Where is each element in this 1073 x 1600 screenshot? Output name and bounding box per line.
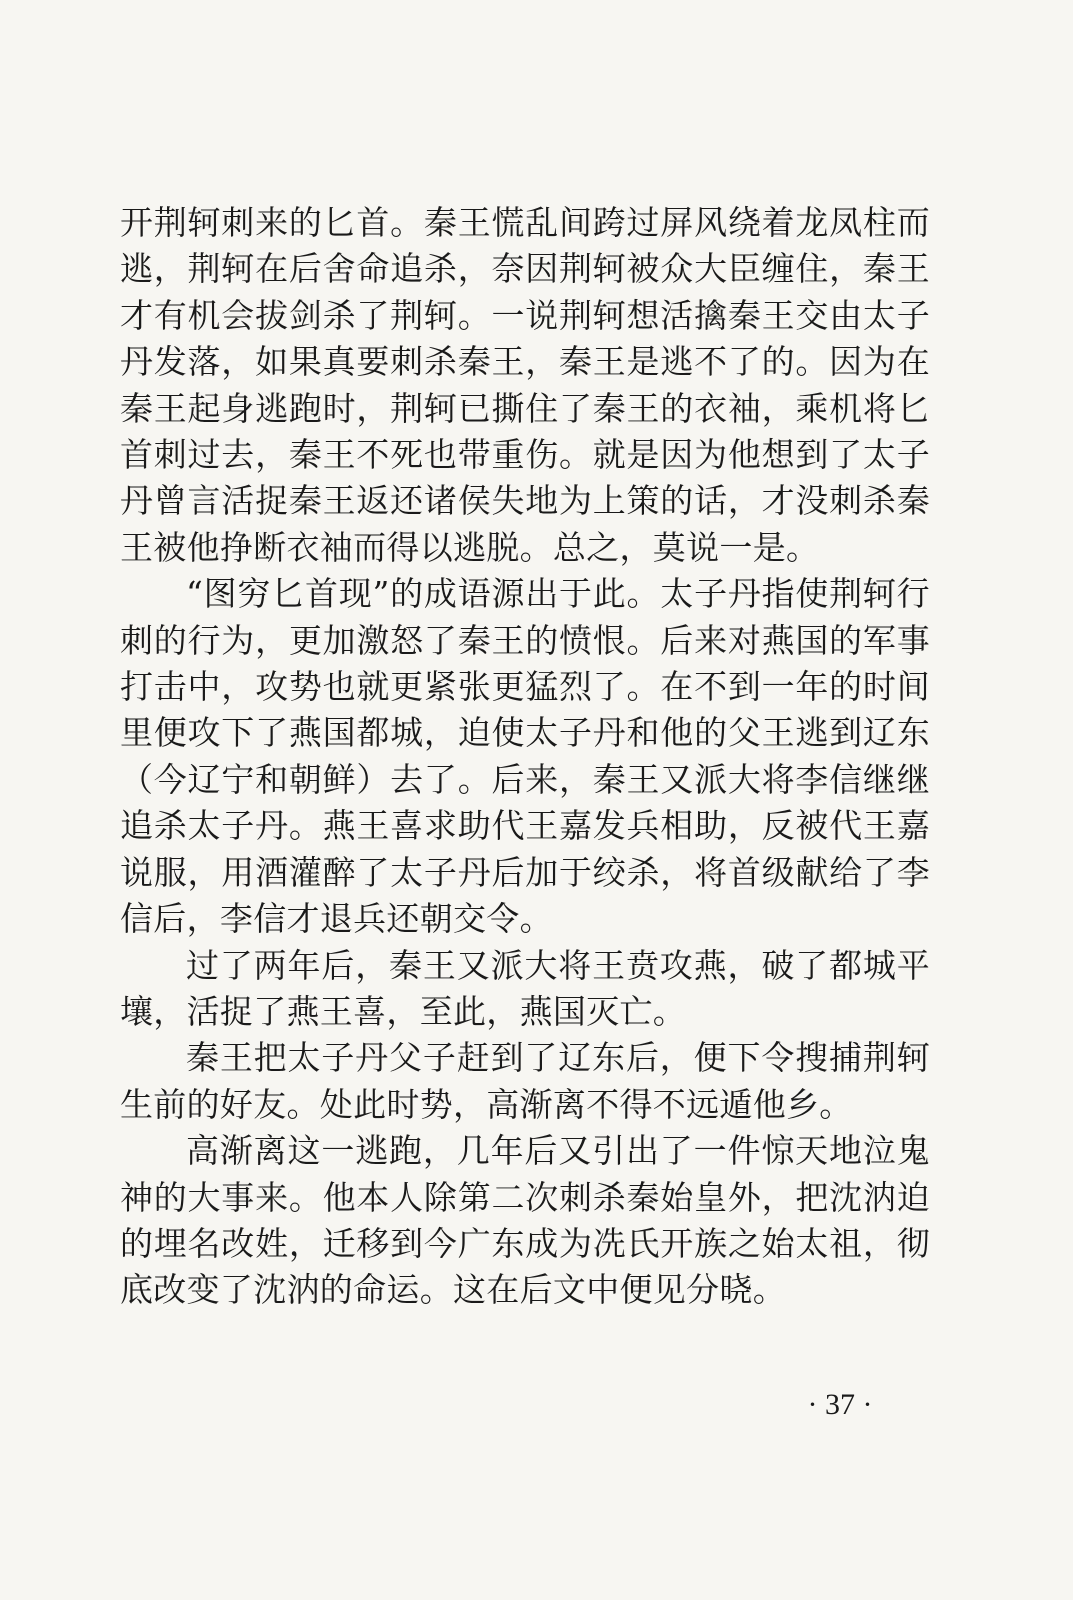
page-number: · 37 · [807, 1388, 873, 1421]
body-text [120, 200, 930, 1314]
paragraph-1: 开荆轲刺来的匕首。秦王慌乱间跨过屏风绕着龙凤柱而逃，荆轲在后舍命追杀，奈因荆轲被众大臣缠住，秦王才有机会拔剑杀了荆轲。一说荆轲想活擒秦王交由太子丹发落，如果真要刺杀秦王，秦王是逃不了的。因为在秦王起身逃跑时，荆轲已撕住了秦王的衣袖，乘机将匕首刺过去，秦王不死也带重伤。就是因为他想到了太子丹曾言活捉秦王返还诸侯失地为上策的话，才没刺杀秦王被他挣断衣袖而得以逃脱。总之，莫说一是。 [120, 203, 930, 567]
paragraph-3: 过了两年后，秦王又派大将王贲攻燕，破了都城平壤，活捉了燕王喜，至此，燕国灭亡。 [120, 945, 930, 1031]
paragraph-5: 高渐离这一逃跑，几年后又引出了一件惊天地泣鬼神的大事来。他本人除第二次刺杀秦始皇外，把沈汭迫的埋名改姓，迁移到今广东成为冼氏开族之始太祖，彻底改变了沈汭的命运。这在后文中便见分晓。 [120, 1131, 930, 1310]
paragraph-4: 秦王把太子丹父子赶到了辽东后，便下令搜捕荆轲生前的好友。处此时势，高渐离不得不远遁他乡。 [120, 1038, 930, 1124]
paragraph-2: “图穷匕首现”的成语源出于此。太子丹指使荆轲行刺的行为，更加激怒了秦王的愤恨。后来对燕国的军事打击中，攻势也就更紧张更猛烈了。在不到一年的时间里便攻下了燕国都城，迫使太子丹和他的父王逃到辽东（今辽宁和朝鲜）去了。后来，秦王又派大将李信继继追杀太子丹。燕王喜求助代王嘉发兵相助，反被代王嘉说服，用酒灌醉了太子丹后加于绞杀，将首级献给了李信后，李信才退兵还朝交令。 [120, 574, 930, 939]
